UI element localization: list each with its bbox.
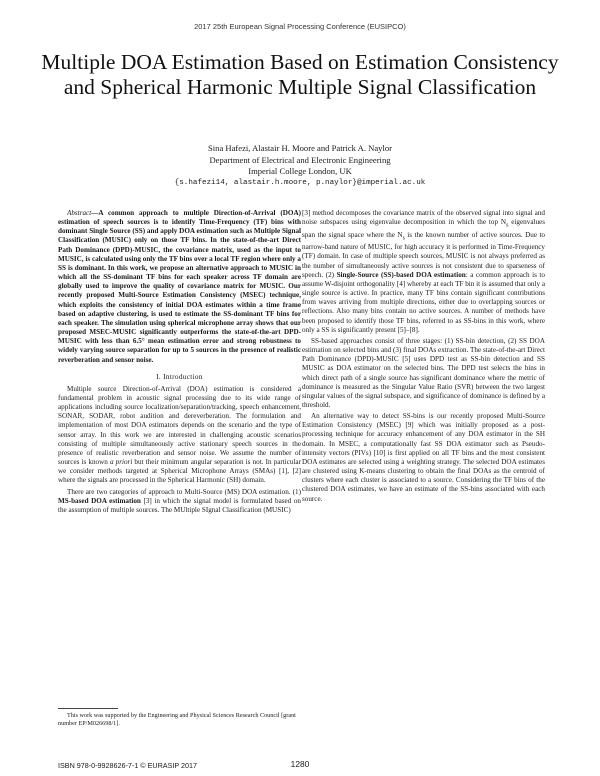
right-p1-a: [3] method decomposes the covariance matrix of the observed signal into signal and noise subspaces using eigenvalue decomposition in which the top N bbox=[302, 209, 545, 227]
right-p1-bold: Single-Source (SS)-based DOA estimation bbox=[336, 270, 466, 279]
intro-paragraph-1 bbox=[58, 385, 301, 486]
right-column bbox=[302, 209, 545, 506]
author-names: Sina Hafezi, Alastair H. Moore and Patrick A. Naylor bbox=[207, 143, 392, 153]
author-block bbox=[0, 143, 600, 189]
intro-paragraph-2 bbox=[58, 488, 301, 515]
right-p1-d: : a common approach is to assume W-disjoint orthogonality [4] whereby at each TF bin it is assumed that only a single source is active. In practice, many TF bins contain significant contributions from waves arriving from multiple directions, either due to overlapping sources or reflections. Also many bins contain no active sources. A number of methods have been proposed to identify those TF bins, referred to as SS-bins in this work, where only a SS is significantly present [5]–[8]. bbox=[302, 270, 545, 334]
institution: Imperial College London, UK bbox=[248, 166, 352, 176]
page-number: 1280 bbox=[290, 759, 310, 769]
author-emails: {s.hafezi14, alastair.h.moore, p.naylor}@imperial.ac.uk bbox=[174, 178, 426, 187]
right-paragraph-2: SS-based approaches consist of three stages: (1) SS-bin detection, (2) SS DOA estimation on selected bins and (3) final DOAs extraction. The state-of-the-art Direct Path Dominance (DPD)-MUSIC [5] uses DPD test as SS-bin detection and SS MUSIC as DOA estimator on the selected bins. The DPD test selects the bins in which direct path of a single source has significant dominance where the metric of dominance is measured as the Singular Value Ratio (SVR) between the two largest singular values of the signal subspace, and significance of dominance is defined by a threshold. bbox=[302, 336, 545, 409]
right-paragraph-1 bbox=[302, 209, 545, 335]
isbn-footer: ISBN 978-0-9928626-7-1 © EURASIP 2017 bbox=[58, 761, 198, 770]
intro-p2-text: There are two categories of approach to Multi-Source (MS) DOA estimation. (1) bbox=[67, 487, 301, 496]
footnote-rule bbox=[58, 708, 118, 709]
paper-title: Multiple DOA Estimation Based on Estimation Consistency and Spherical Harmonic Multiple Signal Classification bbox=[41, 50, 559, 99]
footnote: This work was supported by the Engineering and Physical Sciences Research Council [grant number EP/M026698/1]. bbox=[58, 712, 296, 727]
abstract-text: —A common approach to multiple Direction-of-Arrival (DOA) estimation of speech sources is to identify Time-Frequency (TF) bins with dominant Single Source (SS) and apply DOA estimation such as Multiple Signal Classification (MUSIC) only on those TF bins. In the state-of-the-art Direct Path Dominance (DPD)-MUSIC, the covariance matrix, used as the input to MUSIC, is calculated using only the TF bins over a local TF region where only a SS is dominant. In this work, we propose an alternative approach to MUSIC in which all the SS-dominant TF bins for each speaker across TF domain are globally used to improve the quality of covariance matrix for MUSIC. Our recently proposed Multi-Source Estimation Consistency (MSEC) technique, which exploits the consistency of initial DOA estimates within a time frame based on adaptive clustering, is used to estimate the SS-dominant TF bins for each speaker. The simulation using spherical microphone array shows that our proposed MSEC-MUSIC significantly outperforms the state-of-the-art DPD-MUSIC with less than 6.5° mean estimation error and strong robustness to widely varying source separation for up to 5 sources in the presence of realistic reverberation and sensor noise. bbox=[58, 209, 301, 364]
right-p1-b: eigenvalues span the signal space where the N bbox=[302, 218, 545, 239]
right-p1-c: is the known number of active sources. Due to narrow-band nature of MUSIC, for high accuracy it is performed in Time-Frequency (TF) domain. In case of multiple speech sources, MUSIC is not always preferred as the number of simultaneously active sources is not consistent due to sparseness of speech. (2) bbox=[302, 230, 546, 279]
intro-p2-end: [3] in which the signal model is formulated based on the assumption of multiple sources. The MUltiple SIgnal Classification (MUSIC) bbox=[58, 496, 302, 514]
intro-p2-bold: MS-based DOA estimation bbox=[58, 496, 141, 505]
right-p1-sub1: s bbox=[506, 222, 509, 229]
conference-header: 2017 25th European Signal Processing Conference (EUSIPCO) bbox=[194, 22, 406, 31]
department: Department of Electrical and Electronic Engineering bbox=[209, 154, 391, 165]
intro-p1-italic: a priori bbox=[109, 458, 133, 467]
intro-p1-end: but their minimum angular separation is not. In particular we consider methods targeted at Spherical Microphone Arrays (SMAs) [1], [2] where the signals are processed in the Spherical Harmonic (SH) domain. bbox=[58, 458, 301, 485]
intro-p1-text: Multiple source Direction-of-Arrival (DOA) estimation is considered a fundamental problem in acoustic signal processing due to its wide range of applications including source localization/separation/tracking, speech enhancement, SONAR, SODAR, robot audition and dereverberation. The formulation and implementation of most DOA estimators depends on the scenario and the type of sensor array. In this work we are interested in challenging acoustic scenarios consisting of multiple simultaneously active stationary speech sources in the presence of realistic reverberation and sensor noise. We assume the number of sources is known bbox=[58, 384, 301, 467]
right-paragraph-3: An alternative way to detect SS-bins is our recently proposed Multi-Source Estimation Consistency (MSEC) [9] which was initially proposed as a post-processing technique for accuracy enhancement of any DOA estimator in the SH domain. In MSEC, a computationally fast SS DOA estimator such as Pseudo-intensity vectors (PIVs) [10] is first applied on all TF bins and the most consistent DOA estimates are selected using a weighting strategy. The selected DOA estimates are clustered using K-means clustering to obtain the final DOAs as the centroid of clusters where each cluster is associated to a source. Considering the TF bins of the clustered DOA estimates, we have an estimate of the SS-bins associated with each source. bbox=[302, 412, 545, 503]
left-column bbox=[58, 209, 301, 517]
abstract-label: Abstract bbox=[67, 209, 92, 217]
right-p1-sub2: s bbox=[402, 235, 405, 242]
section-heading: I. Introduction bbox=[156, 371, 203, 381]
abstract bbox=[58, 209, 301, 365]
